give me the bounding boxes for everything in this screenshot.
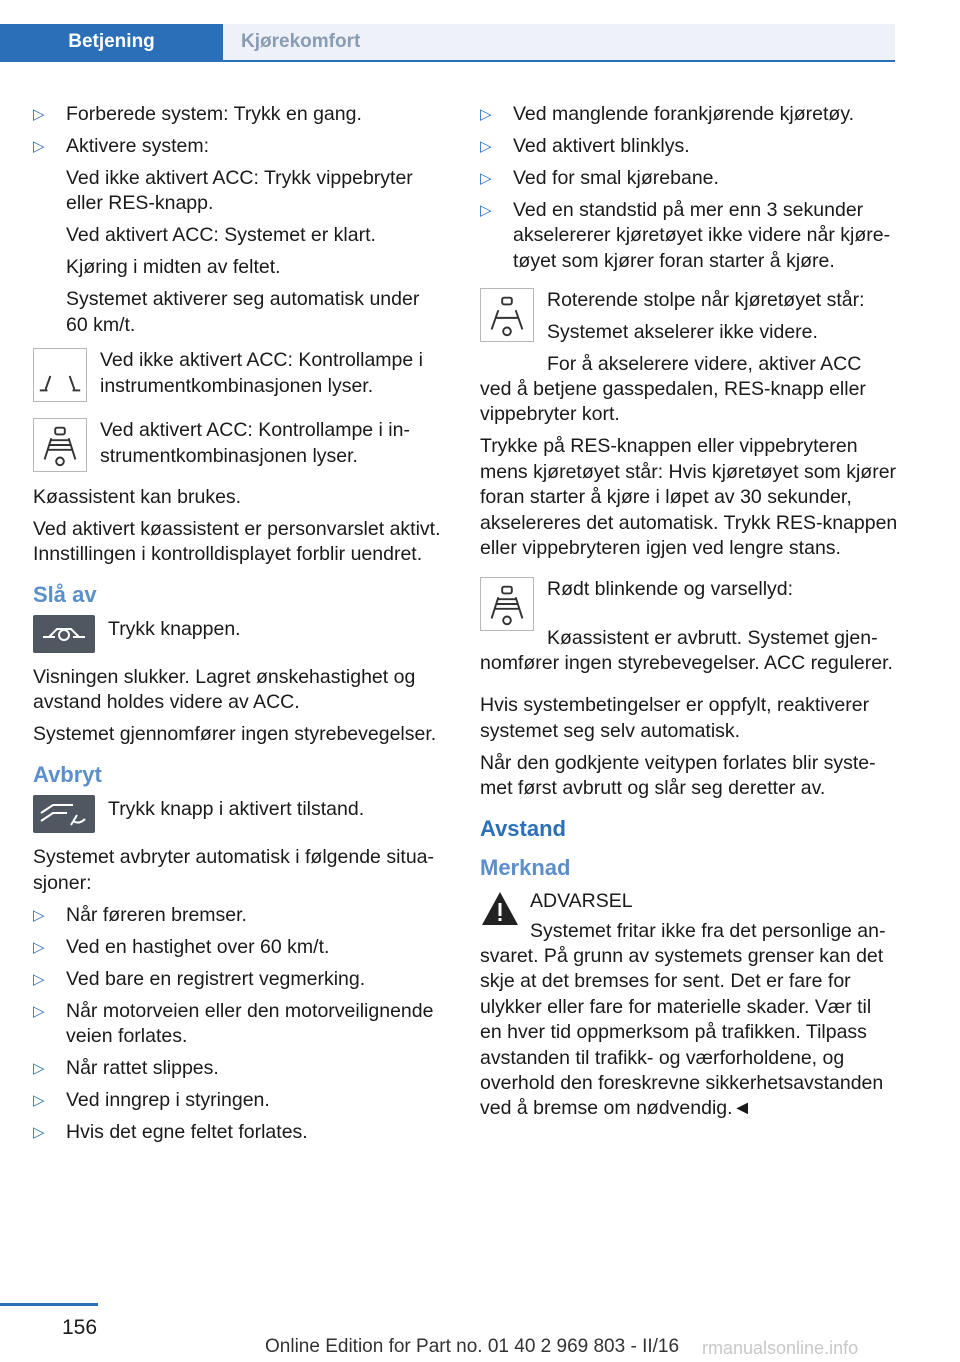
list-item-text: Når føreren bremser.: [66, 903, 247, 926]
list-item: [33, 102, 445, 127]
triangle-bullet-icon: ▷: [480, 170, 492, 187]
list-item: [33, 903, 445, 928]
lane-assist-indicator-icon: [33, 418, 87, 472]
page-header: [0, 0, 895, 62]
lane-assist-warning-icon: [480, 577, 534, 631]
triangle-bullet-icon: ▷: [480, 202, 492, 219]
list-item-text: Forberede system: Trykk en gang.: [66, 103, 362, 125]
indicator-block-active: [33, 418, 445, 472]
list-item-text: Ved manglende forankjørende kjøretøy.: [513, 103, 855, 125]
triangle-bullet-icon: ▷: [33, 938, 45, 956]
indicator-block-inactive: [33, 348, 445, 402]
triangle-bullet-icon: ▷: [480, 106, 492, 123]
paragraph: Når den godkjente veitypen forlates blir systemet først avbrutt og slår seg deretter av.: [480, 751, 876, 800]
list-item-text: Hvis det egne feltet forlates.: [66, 1121, 308, 1144]
paragraph: Hvis systembetingelser er oppfylt, reaktiverer systemet seg selv automatisk.: [480, 694, 870, 742]
list-item: [33, 1120, 445, 1145]
warning-text: Systemet fritar ikke fra det personlige ansvaret. På grunn av systemets grenser kan det skje at det bremses for sent. Det er fare for ulykker eller fare for materielle skader. Vær til en hver tid oppmerksom på trafikken. Tilpass avstanden til trafikk- og værforholdene, og overhold den foreskrevne sikkerhetsavstanden ved å bremse om nødvendig.◄: [480, 919, 886, 1120]
sub-paragraph: Ved aktivert ACC: Systemet er klart.: [66, 224, 376, 247]
steering-wheel-button-icon: [33, 615, 95, 653]
paragraph: Systemet avbryter automatisk i følgende situasjoner:: [33, 846, 435, 894]
indicator-text: Systemet akselerer ikke videre.: [547, 320, 818, 343]
triangle-bullet-icon: ▷: [33, 1002, 45, 1020]
list-item: [33, 999, 445, 1050]
list-item: [33, 935, 445, 960]
list-item-text: Ved en hastighet over 60 km/t.: [66, 935, 330, 958]
list-item: [33, 134, 445, 159]
warning-block: [480, 889, 898, 935]
list-item: [33, 967, 445, 992]
warning-title: ADVARSEL: [530, 889, 633, 912]
heading-note: Merknad: [480, 855, 571, 881]
paragraph: Køassistent er avbrutt. Systemet gjennomfører ingen styrebevegelser. ACC regulerer.: [480, 627, 893, 675]
list-item: [480, 198, 898, 274]
heading-abort: Avbryt: [33, 761, 102, 787]
heading-distance: Avstand: [480, 815, 566, 841]
paragraph: Systemet gjennomfører ingen styrebevegelser.: [33, 723, 437, 746]
triangle-bullet-icon: ▷: [33, 1060, 45, 1078]
left-column: [33, 102, 445, 1152]
paragraph: Ved aktivert køassistent er personvarslet aktivt. Innstillingen i kontrolldisplayet forblir uendret.: [33, 517, 441, 566]
triangle-bullet-icon: ▷: [33, 906, 45, 924]
heading-switch-off: Slå av: [33, 581, 97, 607]
list-item: [480, 134, 898, 159]
list-item-text: Ved en standstid på mer enn 3 sekunder akselererer kjøretøyet ikke videre når kjøretøyet som kjører foran starter å kjøre.: [513, 199, 891, 272]
sub-paragraph: Ved ikke aktivert ACC: Trykk vippebryter eller RES-knapp.: [66, 167, 413, 215]
list-item-text: Ved bare en registrert vegmerking.: [66, 967, 366, 990]
page-number: 156: [62, 1316, 98, 1339]
list-item-text: Ved aktivert blinklys.: [513, 135, 690, 157]
indicator-text: Ved ikke aktivert ACC: Kontrollampe i instrumentkombinasjonen lyser.: [100, 349, 423, 397]
button-instruction-text: Trykk knapp i aktivert tilstand.: [108, 798, 365, 821]
indicator-block-standstill: [480, 288, 898, 345]
list-item-text: Når rattet slippes.: [66, 1057, 219, 1080]
footer-divider: [0, 1303, 98, 1306]
triangle-bullet-icon: ▷: [33, 106, 45, 123]
triangle-bullet-icon: ▷: [33, 138, 45, 155]
cruise-abort-button-icon: [33, 795, 95, 833]
list-item-text: Ved for smal kjørebane.: [513, 167, 719, 189]
list-item-text: Når motorveien eller den motorveilignende veien forlates.: [66, 999, 434, 1048]
abort-instruction: [33, 795, 445, 835]
button-instruction-text: Trykk knappen.: [108, 618, 241, 641]
sub-paragraph: Systemet aktiverer seg automatisk under 60 km/t.: [66, 288, 420, 336]
list-item: [480, 166, 898, 191]
paragraph: For å akselerere videre, aktiver ACC ved å betjene gasspedalen, RES-knapp eller vippebryter kort.: [480, 352, 866, 426]
list-item: [33, 1056, 445, 1081]
list-item: [33, 1088, 445, 1113]
list-item-text: Aktivere system:: [66, 135, 210, 157]
indicator-text: Rødt blinkende og varsellyd:: [547, 578, 794, 601]
edition-note: Online Edition for Part no. 01 40 2 969 803 - II/16: [265, 1336, 680, 1357]
paragraph: Køassistent kan brukes.: [33, 485, 242, 508]
right-column: [480, 102, 898, 1128]
header-divider: [0, 60, 895, 62]
paragraph: Trykke på RES-knappen eller vippebryteren mens kjøretøyet står: Hvis kjøretøyet som kjører foran starter å kjøre i løpet av 30 sekunder, akselereres det automatisk. Trykk RES-knappen eller vippebryteren igjen ved lengre stans.: [480, 435, 898, 560]
triangle-bullet-icon: ▷: [33, 1092, 45, 1110]
lane-assist-standstill-icon: [480, 288, 534, 342]
sub-paragraph: Kjøring i midten av feltet.: [66, 256, 281, 279]
paragraph: Visningen slukker. Lagret ønskehastighet og avstand holdes videre av ACC.: [33, 666, 416, 714]
triangle-bullet-icon: ▷: [33, 970, 45, 988]
indicator-text: Roterende stolpe når kjøretøyet står:: [547, 289, 865, 312]
list-item-text: Ved inngrep i styringen.: [66, 1089, 270, 1112]
list-item: [480, 102, 898, 127]
triangle-bullet-icon: ▷: [33, 1124, 45, 1142]
triangle-bullet-icon: ▷: [480, 138, 492, 155]
indicator-block-red: [480, 577, 898, 631]
section-tab-kjorekomfort: Kjørekomfort: [223, 24, 895, 60]
watermark: rmanualsonline.info: [702, 1338, 859, 1358]
indicator-text: Ved aktivert ACC: Kontrollampe i instrumentkombinasjonen lyser.: [100, 419, 410, 467]
warning-triangle-icon: [480, 889, 520, 929]
section-tab-betjening: Betjening: [0, 24, 223, 60]
switch-off-instruction: [33, 615, 445, 655]
lane-lines-indicator-icon: [33, 348, 87, 402]
